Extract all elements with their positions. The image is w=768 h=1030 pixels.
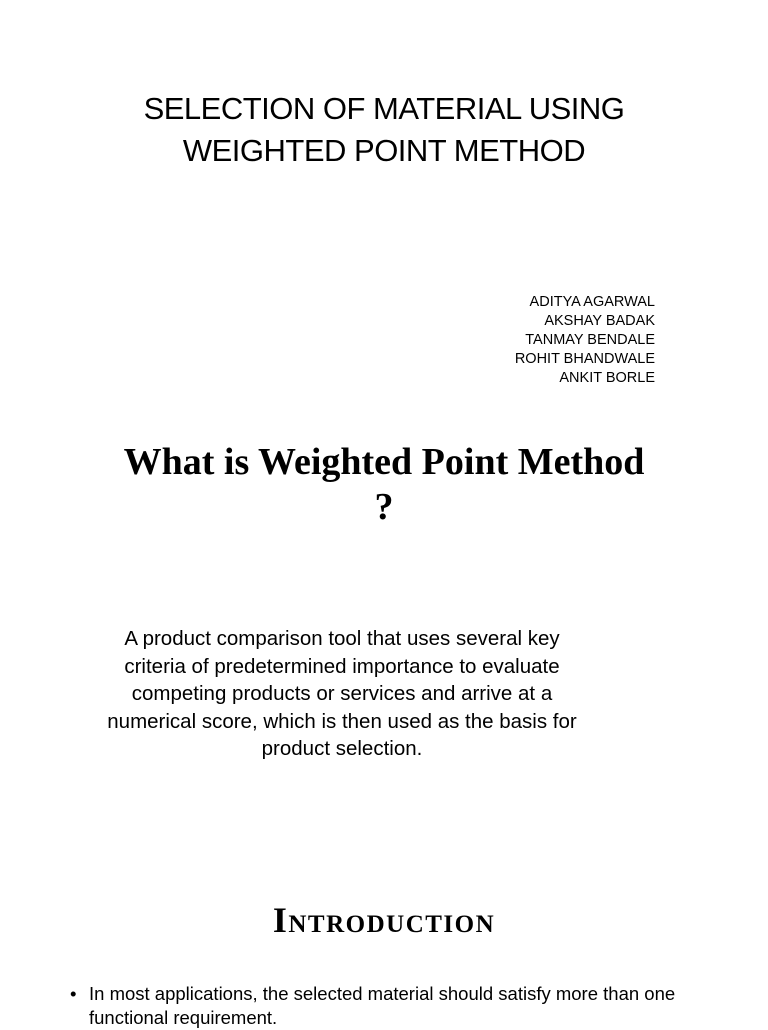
definition-line: A product comparison tool that uses several key [124,627,560,650]
presentation-title [0,88,768,172]
definition-line: product selection. [261,737,423,760]
title-line: WEIGHTED POINT METHOD [182,133,586,168]
author-name: ADITYA AGARWAL [529,294,655,310]
heading-line: ? [374,486,394,528]
author-name: ROHIT BHANDWALE [514,351,655,367]
definition-line: numerical score, which is then used as the basis for [107,709,577,733]
definition-line: competing products or services and arrive at a [131,682,553,705]
list-item [70,982,710,1030]
definition-line: criteria of predetermined importance to evaluate [124,654,560,678]
definition-paragraph [62,625,622,763]
author-name: ANKIT BORLE [559,370,655,386]
heading-line: What is Weighted Point Method [123,441,645,483]
section-heading-introduction: Introduction [272,900,496,940]
author-name: TANMAY BENDALE [525,332,655,348]
bullet-text: In most applications, the selected material should satisfy more than one functional requirement. [89,983,676,1028]
author-list [515,293,655,388]
title-line: SELECTION OF MATERIAL USING [143,91,625,126]
bullet-list [70,982,710,1030]
bullet-dot: • [70,983,77,1004]
section-heading-what-is [0,440,768,530]
author-name: AKSHAY BADAK [544,313,655,329]
